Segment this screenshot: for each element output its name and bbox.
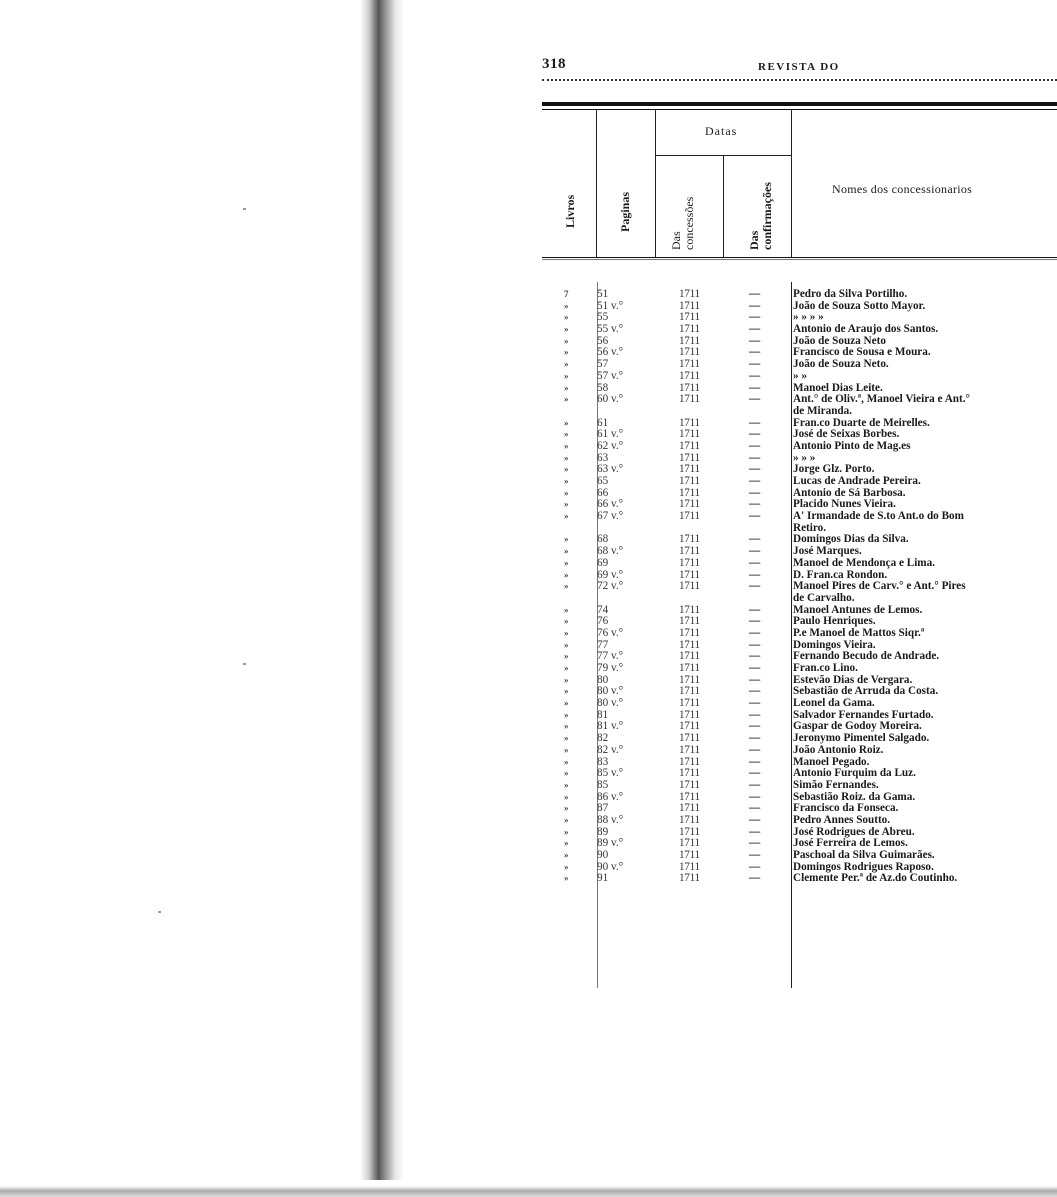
concessao-cell: 1711 [679,580,700,593]
concessao-cell: 1711 [679,323,700,336]
livro-cell: » [564,581,569,592]
pagina-cell: 60 v.° [597,393,624,406]
pagina-cell: 82 [597,732,609,745]
table-row [542,558,1057,570]
nome-cell: João Antonio Roiz. [793,743,884,756]
livro-cell: » [564,709,569,720]
concessao-cell: 1711 [679,813,700,826]
confirmacao-cell: — [749,311,761,324]
nome-cell: João de Souza Neto. [793,358,889,371]
confirmacao-cell: — [749,872,761,885]
concession-table-body [542,289,1057,885]
livro-cell: » [564,686,569,697]
livro-cell: » [564,850,569,861]
pagina-cell: 67 v.° [597,510,624,523]
page-bottom-edge [0,1186,1057,1197]
pagina-cell: 77 v.° [597,650,624,663]
pagina-cell: 81 [597,708,609,721]
concessao-cell: 1711 [679,346,700,359]
confirmacao-cell: — [749,697,761,710]
concessao-cell: 1711 [679,288,700,300]
livro-cell: » [564,300,569,311]
nome-cell: Jorge Glz. Porto. [793,463,875,476]
table-row [542,324,1057,336]
nome-cell: Simão Fernandes. [793,778,879,791]
concessao-cell: 1711 [679,358,700,371]
pagina-cell: 88 v.° [597,813,624,826]
confirmacao-cell: — [749,685,761,698]
confirmacao-cell: — [749,439,761,452]
nome-cell: João de Souza Sotto Mayor. [793,299,926,312]
livro-cell: » [564,627,569,638]
livro-cell: » [564,791,569,802]
concessao-cell: 1711 [679,533,700,546]
concessao-cell: 1711 [679,615,700,628]
concessao-cell: 1711 [679,475,700,488]
confirmacao-cell: — [749,323,761,336]
nome-cell: Francisco de Sousa e Moura. [793,346,931,359]
livro-cell: » [564,546,569,557]
pagina-cell: 81 v.° [597,720,624,733]
table-row [542,745,1057,757]
livro-cell: » [564,744,569,755]
nome-cell: » » [793,369,807,382]
confirmacao-cell: — [749,510,761,523]
confirmacao-cell: — [749,662,761,675]
nome-cell: Ant.° de Oliv.ª, Manoel Vieira e Ant.° de Miranda. [793,393,970,417]
nome-cell: Domingos Dias da Silva. [793,533,909,546]
datas-rule [656,155,791,156]
pagina-cell: 61 [597,416,609,429]
pagina-cell: 56 [597,334,609,347]
concessao-cell: 1711 [679,393,700,406]
table-top-rule-thin [542,109,1057,110]
table-row [542,289,1057,301]
concessao-cell: 1711 [679,767,700,780]
pagina-cell: 62 v.° [597,439,624,452]
concessao-cell: 1711 [679,849,700,862]
confirmacao-cell: — [749,334,761,347]
confirmacao-cell: — [749,825,761,838]
nome-cell: Estevão Dias de Vergara. [793,673,913,686]
concessao-cell: 1711 [679,638,700,651]
column-divider [655,110,656,258]
confirmacao-cell: — [749,288,761,300]
page-number: 318 [542,56,566,72]
pagina-cell: 63 [597,451,609,464]
confirmacao-cell: — [749,650,761,663]
nome-cell: Manoel Pegado. [793,755,870,768]
nome-cell: Sebastião de Arruda da Costa. [793,685,939,698]
nome-cell: Antonio de Sá Barbosa. [793,486,906,499]
livro-cell: » [564,616,569,627]
concessao-cell: 1711 [679,837,700,850]
concessao-cell: 1711 [679,381,700,394]
nome-cell: Antonio Furquim da Luz. [793,767,916,780]
pagina-cell: 85 [597,778,609,791]
table-row [542,663,1057,675]
nome-cell: Leonel da Gama. [793,697,875,710]
table-row [542,441,1057,453]
concessao-cell: 1711 [679,439,700,452]
livro-cell: » [564,359,569,370]
header-paginas: Paginas [618,191,632,232]
livro-cell: » [564,604,569,615]
header-das-concessoes: Das concessões [669,196,696,250]
pagina-cell: 57 v.° [597,369,624,382]
livro-cell: » [564,768,569,779]
pagina-cell: 74 [597,603,609,616]
nome-cell: Fran.co Lino. [793,662,858,675]
confirmacao-cell: — [749,767,761,780]
pagina-cell: 80 [597,673,609,686]
concessao-cell: 1711 [679,568,700,581]
livro-cell: » [564,347,569,358]
confirmacao-cell: — [749,603,761,616]
pagina-cell: 65 [597,475,609,488]
table-row [542,476,1057,488]
pagina-cell: 66 v.° [597,498,624,511]
confirmacao-cell: — [749,673,761,686]
pagina-cell: 90 v.° [597,860,624,873]
concessao-cell: 1711 [679,556,700,569]
concessao-cell: 1711 [679,486,700,499]
pagina-cell: 85 v.° [597,767,624,780]
confirmacao-cell: — [749,416,761,429]
concessao-cell: 1711 [679,451,700,464]
confirmacao-cell: — [749,638,761,651]
livro-cell: » [564,476,569,487]
concessao-cell: 1711 [679,860,700,873]
pagina-cell: 61 v.° [597,428,624,441]
nome-cell: Pedro da Silva Portilho. [793,288,908,300]
concessao-cell: 1711 [679,299,700,312]
livro-cell: » [564,499,569,510]
nome-cell: » » » [793,451,816,464]
concessao-cell: 1711 [679,662,700,675]
nome-cell: Domingos Vieira. [793,638,876,651]
livro-cell: » [564,756,569,767]
nome-cell: Manoel de Mendonça e Lima. [793,556,936,569]
pagina-cell: 80 v.° [597,685,624,698]
paper-speck [158,911,161,913]
header-bottom-rule [542,257,1057,258]
confirmacao-cell: — [749,533,761,546]
concessao-cell: 1711 [679,720,700,733]
column-divider [596,110,597,258]
confirmacao-cell: — [749,451,761,464]
nome-cell: P.e Manoel de Mattos Siqr.ª [793,626,925,639]
concessao-cell: 1711 [679,650,700,663]
livro-cell: » [564,312,569,323]
pagina-cell: 91 [597,872,609,885]
confirmacao-cell: — [749,802,761,815]
nome-cell: Placido Nunes Vieira. [793,498,896,511]
nome-cell: Salvador Fernandes Furtado. [793,708,934,721]
confirmacao-cell: — [749,369,761,382]
concessao-cell: 1711 [679,708,700,721]
table-row [542,371,1057,383]
nome-cell: Fran.co Duarte de Meirelles. [793,416,930,429]
confirmacao-cell: — [749,837,761,850]
nome-cell: José Ferreira de Lemos. [793,837,908,850]
confirmacao-cell: — [749,615,761,628]
pagina-cell: 55 [597,311,609,324]
livro-cell: » [564,487,569,498]
confirmacao-cell: — [749,498,761,511]
table-row [542,581,1057,604]
confirmacao-cell: — [749,556,761,569]
pagina-cell: 51 [597,288,609,300]
confirmacao-cell: — [749,743,761,756]
concessao-cell: 1711 [679,428,700,441]
confirmacao-cell: — [749,860,761,873]
livro-cell: » [564,370,569,381]
livro-cell: » [564,429,569,440]
nome-cell: João de Souza Neto [793,334,886,347]
book-gutter [360,0,404,1180]
concessao-cell: 1711 [679,732,700,745]
nome-cell: Francisco da Fonseca. [793,802,899,815]
confirmacao-cell: — [749,393,761,406]
livro-cell: » [564,440,569,451]
concessao-cell: 1711 [679,626,700,639]
pagina-cell: 69 v.° [597,568,624,581]
confirmacao-cell: — [749,755,761,768]
running-head: REVISTA DO [758,61,840,73]
confirmacao-cell: — [749,545,761,558]
concessao-cell: 1711 [679,755,700,768]
nome-cell: Pedro Annes Soutto. [793,813,891,826]
nome-cell: Lucas de Andrade Pereira. [793,475,921,488]
livro-cell: » [564,779,569,790]
concessao-cell: 1711 [679,872,700,885]
table-row [542,628,1057,640]
livro-cell: » [564,826,569,837]
livro-cell: » [564,861,569,872]
nome-cell: Paulo Henriques. [793,615,876,628]
header-das-confirmacoes: Das confirmações [747,182,774,250]
concessao-cell: 1711 [679,603,700,616]
confirmacao-cell: — [749,626,761,639]
confirmacao-cell: — [749,732,761,745]
pagina-cell: 72 v.° [597,580,624,593]
concessao-cell: 1711 [679,685,700,698]
confirmacao-cell: — [749,790,761,803]
confirmacao-cell: — [749,475,761,488]
livro-cell: » [564,557,569,568]
concessao-cell: 1711 [679,778,700,791]
pagina-cell: 82 v.° [597,743,624,756]
confirmacao-cell: — [749,381,761,394]
pagina-cell: 68 [597,533,609,546]
confirmacao-cell: — [749,580,761,593]
livro-cell: » [564,838,569,849]
concessao-cell: 1711 [679,311,700,324]
nome-cell: Paschoal da Silva Guimarães. [793,849,935,862]
table-row [542,873,1057,885]
pagina-cell: 89 [597,825,609,838]
pagina-cell: 63 v.° [597,463,624,476]
header-nomes: Nomes dos concessionarios [832,182,973,196]
nome-cell: Sebastião Roiz. da Gama. [793,790,916,803]
table-top-rule [542,102,1057,106]
livro-cell: » [564,417,569,428]
nome-cell: A' Irmandade de S.to Ant.o do Bom Retiro. [793,510,964,534]
table-row [542,780,1057,792]
confirmacao-cell: — [749,358,761,371]
pagina-cell: 68 v.° [597,545,624,558]
header-rule [542,79,1057,82]
pagina-cell: 89 v.° [597,837,624,850]
confirmacao-cell: — [749,463,761,476]
livro-cell: » [564,511,569,522]
paper-speck [243,663,246,665]
concessao-cell: 1711 [679,743,700,756]
confirmacao-cell: — [749,568,761,581]
nome-cell: Manoel Dias Leite. [793,381,883,394]
concessao-cell: 1711 [679,369,700,382]
concessao-cell: 1711 [679,545,700,558]
nome-cell: Clemente Per.ª de Az.do Coutinho. [793,872,958,885]
nome-cell: Manoel Antunes de Lemos. [793,603,923,616]
pagina-cell: 77 [597,638,609,651]
nome-cell: Domingos Rodrigues Raposo. [793,860,934,873]
table-row [542,394,1057,417]
concessao-cell: 1711 [679,802,700,815]
pagina-cell: 86 v.° [597,790,624,803]
confirmacao-cell: — [749,486,761,499]
nome-cell: Antonio Pinto de Mag.es [793,439,911,452]
livro-cell: » [564,674,569,685]
livro-cell: » [564,814,569,825]
concessao-cell: 1711 [679,463,700,476]
livro-cell: » [564,452,569,463]
nome-cell: Jeronymo Pimentel Salgado. [793,732,930,745]
concessao-cell: 1711 [679,825,700,838]
table-row [542,815,1057,827]
livro-cell: » [564,324,569,335]
livro-cell: » [564,534,569,545]
livro-cell: » [564,873,569,884]
nome-cell: Gaspar de Godoy Moreira. [793,720,922,733]
confirmacao-cell: — [749,299,761,312]
livro-cell: » [564,382,569,393]
table-row [542,511,1057,534]
paper-speck [243,208,246,210]
table-row [542,850,1057,862]
confirmacao-cell: — [749,708,761,721]
pagina-cell: 90 [597,849,609,862]
nome-cell: José Marques. [793,545,862,558]
concessao-cell: 1711 [679,510,700,523]
livro-cell: » [564,464,569,475]
confirmacao-cell: — [749,849,761,862]
pagina-cell: 58 [597,381,609,394]
header-datas: Datas [705,124,738,138]
confirmacao-cell: — [749,346,761,359]
livro-cell: » [564,803,569,814]
pagina-cell: 76 v.° [597,626,624,639]
nome-cell: José Rodrigues de Abreu. [793,825,915,838]
header-livros: Livros [563,194,577,228]
pagina-cell: 87 [597,802,609,815]
pagina-cell: 66 [597,486,609,499]
confirmacao-cell: — [749,720,761,733]
livro-cell: » [564,651,569,662]
concessao-cell: 1711 [679,673,700,686]
livro-cell: 7 [564,289,569,299]
column-divider [723,155,724,258]
livro-cell: » [564,721,569,732]
concessao-cell: 1711 [679,498,700,511]
nome-cell: Manoel Pires de Carv.° e Ant.° Pires de Carvalho. [793,580,966,604]
pagina-cell: 79 v.° [597,662,624,675]
confirmacao-cell: — [749,428,761,441]
livro-cell: » [564,569,569,580]
livro-cell: » [564,335,569,346]
column-divider [791,110,792,258]
confirmacao-cell: — [749,813,761,826]
confirmacao-cell: — [749,778,761,791]
nome-cell: D. Fran.ca Rondon. [793,568,888,581]
concessao-cell: 1711 [679,790,700,803]
pagina-cell: 83 [597,755,609,768]
pagina-cell: 55 v.° [597,323,624,336]
pagina-cell: 57 [597,358,609,371]
livro-cell: » [564,698,569,709]
header-sub-rule [542,259,1057,260]
nome-cell: » » » » [793,311,824,324]
pagina-cell: 51 v.° [597,299,624,312]
nome-cell: Antonio de Araujo dos Santos. [793,323,939,336]
pagina-cell: 56 v.° [597,346,624,359]
nome-cell: José de Seixas Borbes. [793,428,900,441]
livro-cell: » [564,639,569,650]
nome-cell: Fernando Becudo de Andrade. [793,650,940,663]
concessao-cell: 1711 [679,334,700,347]
livro-cell: » [564,733,569,744]
livro-cell: » [564,394,569,405]
livro-cell: » [564,663,569,674]
concessao-cell: 1711 [679,697,700,710]
pagina-cell: 80 v.° [597,697,624,710]
pagina-cell: 69 [597,556,609,569]
concessao-cell: 1711 [679,416,700,429]
pagina-cell: 76 [597,615,609,628]
